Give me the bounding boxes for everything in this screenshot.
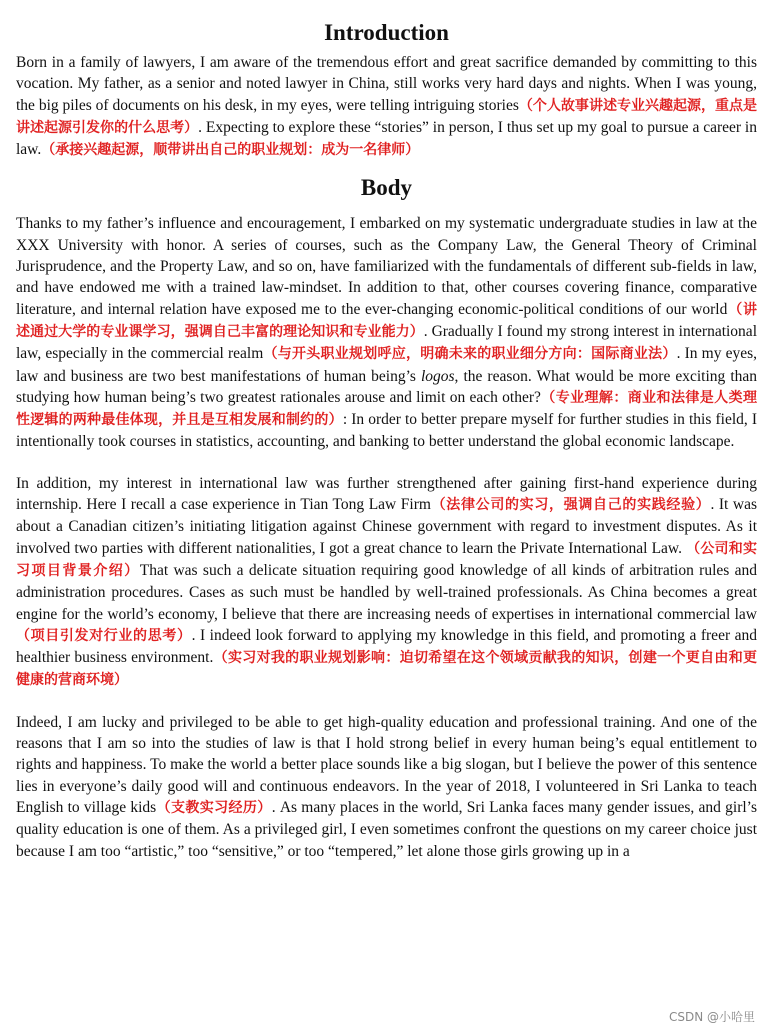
introduction-paragraph (16, 52, 757, 161)
p1-text-4: , the reason. What would be more exciting than studying how human being’s two greatest rationales arouse and limit on each other? (16, 367, 758, 406)
p1-annotation-3: （专业理解：商业和法律是人类理性逻辑的两种最佳体现，并且是互相发展和制约的） (16, 389, 757, 429)
body-paragraph-1 (16, 213, 757, 452)
p3-annotation-1: （支教实习经历） (156, 799, 272, 816)
paragraph-gap (16, 692, 757, 712)
p2-annotation-4: （实习对我的职业规划影响：迫切希望在这个领域贡献我的知识，创建一个更自由和更健康的营商环境） (16, 650, 758, 689)
p1-text-5: : In order to better prepare myself for further studies in this field, I intentionally took courses in statistics, accounting, and banking to better understand the global economic landscape. (16, 411, 758, 451)
p2-text-2: . It was about a Canadian citizen’s initiating litigation against Chinese government with regard to investment disputes. As it involved two parties with different nationalities, I got a great chance to learn the Private International Law. (16, 496, 758, 557)
p1-annotation-1: （讲述通过大学的专业课学习，强调自己丰富的理论知识和专业能力） (16, 301, 758, 340)
intro-text-1: Born in a family of lawyers, I am aware of the tremendous effort and great sacrifice demanded by committing to this vocation. My father, as a senior and noted lawyer in China, still works very hard days and nights. When I was young, the big piles of documents on his desk, in my eyes, were telling intriguing stories (16, 54, 757, 114)
p1-logos-word: logos (420, 367, 455, 385)
document-page (16, 16, 757, 862)
p3-text-1: Indeed, I am lucky and privileged to be able to get high-quality education and professional training. And one of the reasons that I am so into the studies of law is that I hold strong belief in every human being’s equal entitlement to rights and happiness. To make the world a better place sounds like a big slogan, but I believe the power of this sentence lies in everyone’s daily good will and continuous endeavors. In the year of 2018, I volunteered in Sri Lanka to teach English to village kids (16, 713, 757, 816)
p3-text-2: . As many places in the world, Sri Lanka faces many gender issues, and girl’s quality education is one of them. As a privileged girl, I even sometimes confront the questions on my career choice just because I am too “artistic,” too “sensitive,” or too “tempered,” let alone those girls growing up in a (16, 798, 758, 860)
p2-annotation-3: （项目引发对行业的思考） (16, 627, 192, 644)
p1-text-3: . In my eyes, law and business are two best manifestations of human being’s (16, 345, 758, 385)
introduction-heading: Introduction (324, 20, 449, 45)
body-heading: Body (360, 175, 413, 201)
p1-text-1: Thanks to my father’s influence and encouragement, I embarked on my systematic undergraduate studies in law at the XXX University with honor. A series of courses, such as the Company Law, the General Theory of Criminal Jurisprudence, and the Property Law, and so on, have familiarized with the fundamentals of different sub-fields in law, and have endowed me with a trained law-mindset. In addition to that, other courses covering finance, comparative literature, and internal relation have exposed me to the ever-changing economic-political conditions of our world (16, 215, 757, 318)
p2-text-4: . I indeed look forward to applying my knowledge in this field, and promoting a freer and healthier business environment. (16, 626, 757, 667)
p2-text-1: In addition, my interest in international law was further strengthened after gaining first-hand experience during internship. Here I recall a case experience in Tian Tong Law Firm (16, 474, 757, 514)
p1-annotation-2: （与开头职业规划呼应，明确未来的职业细分方向：国际商业法） (263, 346, 677, 363)
body-paragraph-2 (16, 473, 757, 692)
csdn-watermark: CSDN @小哈里 (668, 1010, 755, 1024)
body-paragraph-3 (16, 712, 757, 862)
intro-annotation-2: （承接兴趣起源，顺带讲出自己的职业规划：成为一名律师） (41, 142, 420, 159)
p2-annotation-1: （法律公司的实习，强调自己的实践经验） (430, 497, 711, 514)
p2-text-3: That was such a delicate situation requiring good knowledge of all kinds of arbitration rules and administration procedures. Cases as such must be handled by well-trained professionals. As China becomes a great engine for the world’s economy, I believe that there are increasing needs of expertises in international commercial law (16, 561, 758, 623)
paragraph-gap (16, 453, 757, 473)
intro-annotation-1: （个人故事讲述专业兴趣起源，重点是讲述起源引发你的什么思考） (16, 97, 758, 136)
intro-text-2: . Expecting to explore these “stories” in person, I thus set up my goal to pursue a career in law. (16, 118, 757, 159)
p1-text-2: . Gradually I found my strong interest in international law, especially in the commercial realm (16, 322, 757, 363)
p2-annotation-2: （公司和实习项目背景介绍） (16, 540, 758, 579)
